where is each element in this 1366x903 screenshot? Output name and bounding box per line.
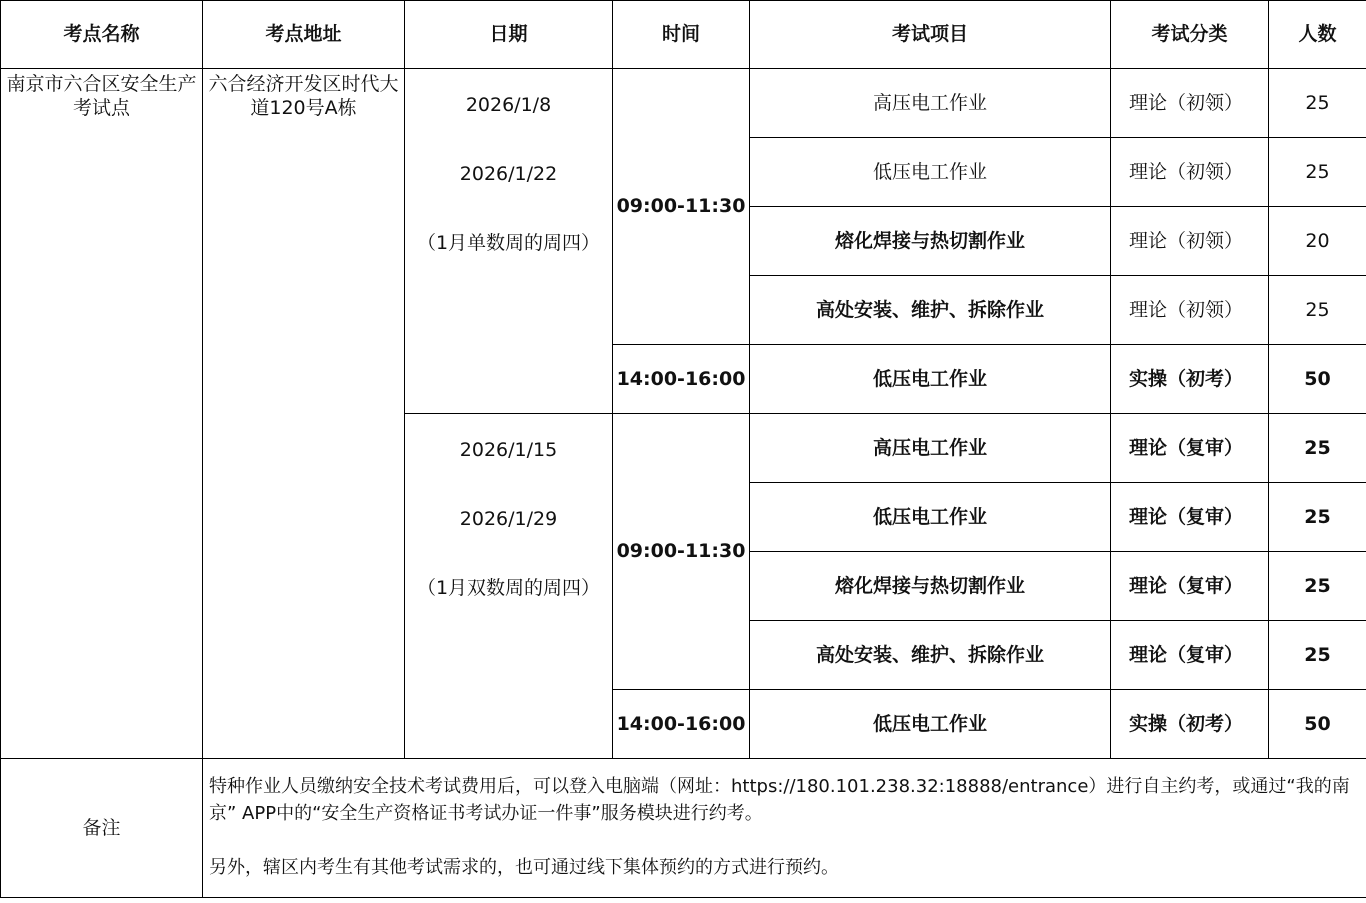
exam-item: 低压电工作业 — [750, 345, 1111, 414]
remarks-row — [1, 759, 1366, 898]
header-time: 时间 — [613, 1, 750, 69]
header-exam-item: 考试项目 — [750, 1, 1111, 69]
time-cell: 14:00-16:00 — [613, 690, 750, 759]
exam-item: 高压电工作业 — [750, 414, 1111, 483]
remarks-line-1: 特种作业人员缴纳安全技术考试费用后，可以登入电脑端（网址：https://180.101.238.32:18888/entrance）进行自主约考，或通过“我的南京” APP中的“安全生产资格证书考试办证一件事”服务模块进行约考。 — [209, 776, 1350, 824]
exam-item: 熔化焊接与热切割作业 — [750, 552, 1111, 621]
time-cell: 09:00-11:30 — [613, 69, 750, 345]
exam-item: 低压电工作业 — [750, 138, 1111, 207]
exam-category: 理论（初领） — [1111, 207, 1269, 276]
remarks-spacer — [209, 827, 1360, 854]
header-exam-category: 考试分类 — [1111, 1, 1269, 69]
remarks-label: 备注 — [1, 759, 203, 898]
exam-item: 熔化焊接与热切割作业 — [750, 207, 1111, 276]
header-date: 日期 — [405, 1, 613, 69]
exam-category: 理论（复审） — [1111, 621, 1269, 690]
time-cell: 09:00-11:30 — [613, 414, 750, 690]
exam-count: 50 — [1269, 345, 1366, 414]
exam-count: 25 — [1269, 276, 1366, 345]
exam-category: 理论（初领） — [1111, 276, 1269, 345]
remarks-line-2: 另外，辖区内考生有其他考试需求的，也可通过线下集体预约的方式进行预约。 — [209, 857, 839, 878]
header-site-name: 考点名称 — [1, 1, 203, 69]
exam-category: 理论（初领） — [1111, 69, 1269, 138]
exam-count: 25 — [1269, 483, 1366, 552]
date-line: 2026/1/29 — [459, 508, 558, 530]
header-site-address: 考点地址 — [203, 1, 405, 69]
date-line: 2026/1/22 — [459, 163, 558, 185]
exam-item: 高处安装、维护、拆除作业 — [750, 621, 1111, 690]
exam-item: 低压电工作业 — [750, 690, 1111, 759]
exam-category: 实操（初考） — [1111, 345, 1269, 414]
date-line: 2026/1/8 — [465, 94, 552, 116]
header-row — [1, 1, 1366, 69]
exam-category: 理论（初领） — [1111, 138, 1269, 207]
exam-item: 高压电工作业 — [750, 69, 1111, 138]
exam-item: 低压电工作业 — [750, 483, 1111, 552]
exam-count: 25 — [1269, 552, 1366, 621]
header-count: 人数 — [1269, 1, 1366, 69]
exam-category: 实操（初考） — [1111, 690, 1269, 759]
exam-category: 理论（复审） — [1111, 552, 1269, 621]
date-cell — [405, 69, 613, 414]
exam-count: 25 — [1269, 69, 1366, 138]
date-line: 2026/1/15 — [459, 439, 558, 461]
exam-count: 20 — [1269, 207, 1366, 276]
date-note: （1月双数周的周四） — [416, 577, 601, 599]
remarks-content — [203, 759, 1366, 898]
table-row — [1, 69, 1366, 138]
time-cell: 14:00-16:00 — [613, 345, 750, 414]
exam-category: 理论（复审） — [1111, 483, 1269, 552]
date-cell — [405, 414, 613, 759]
exam-category: 理论（复审） — [1111, 414, 1269, 483]
exam-count: 50 — [1269, 690, 1366, 759]
exam-count: 25 — [1269, 138, 1366, 207]
exam-count: 25 — [1269, 414, 1366, 483]
site-address-cell: 六合经济开发区时代大道120号A栋 — [203, 69, 405, 759]
exam-item: 高处安装、维护、拆除作业 — [750, 276, 1111, 345]
exam-count: 25 — [1269, 621, 1366, 690]
site-name-cell: 南京市六合区安全生产考试点 — [1, 69, 203, 759]
date-note: （1月单数周的周四） — [416, 232, 601, 254]
